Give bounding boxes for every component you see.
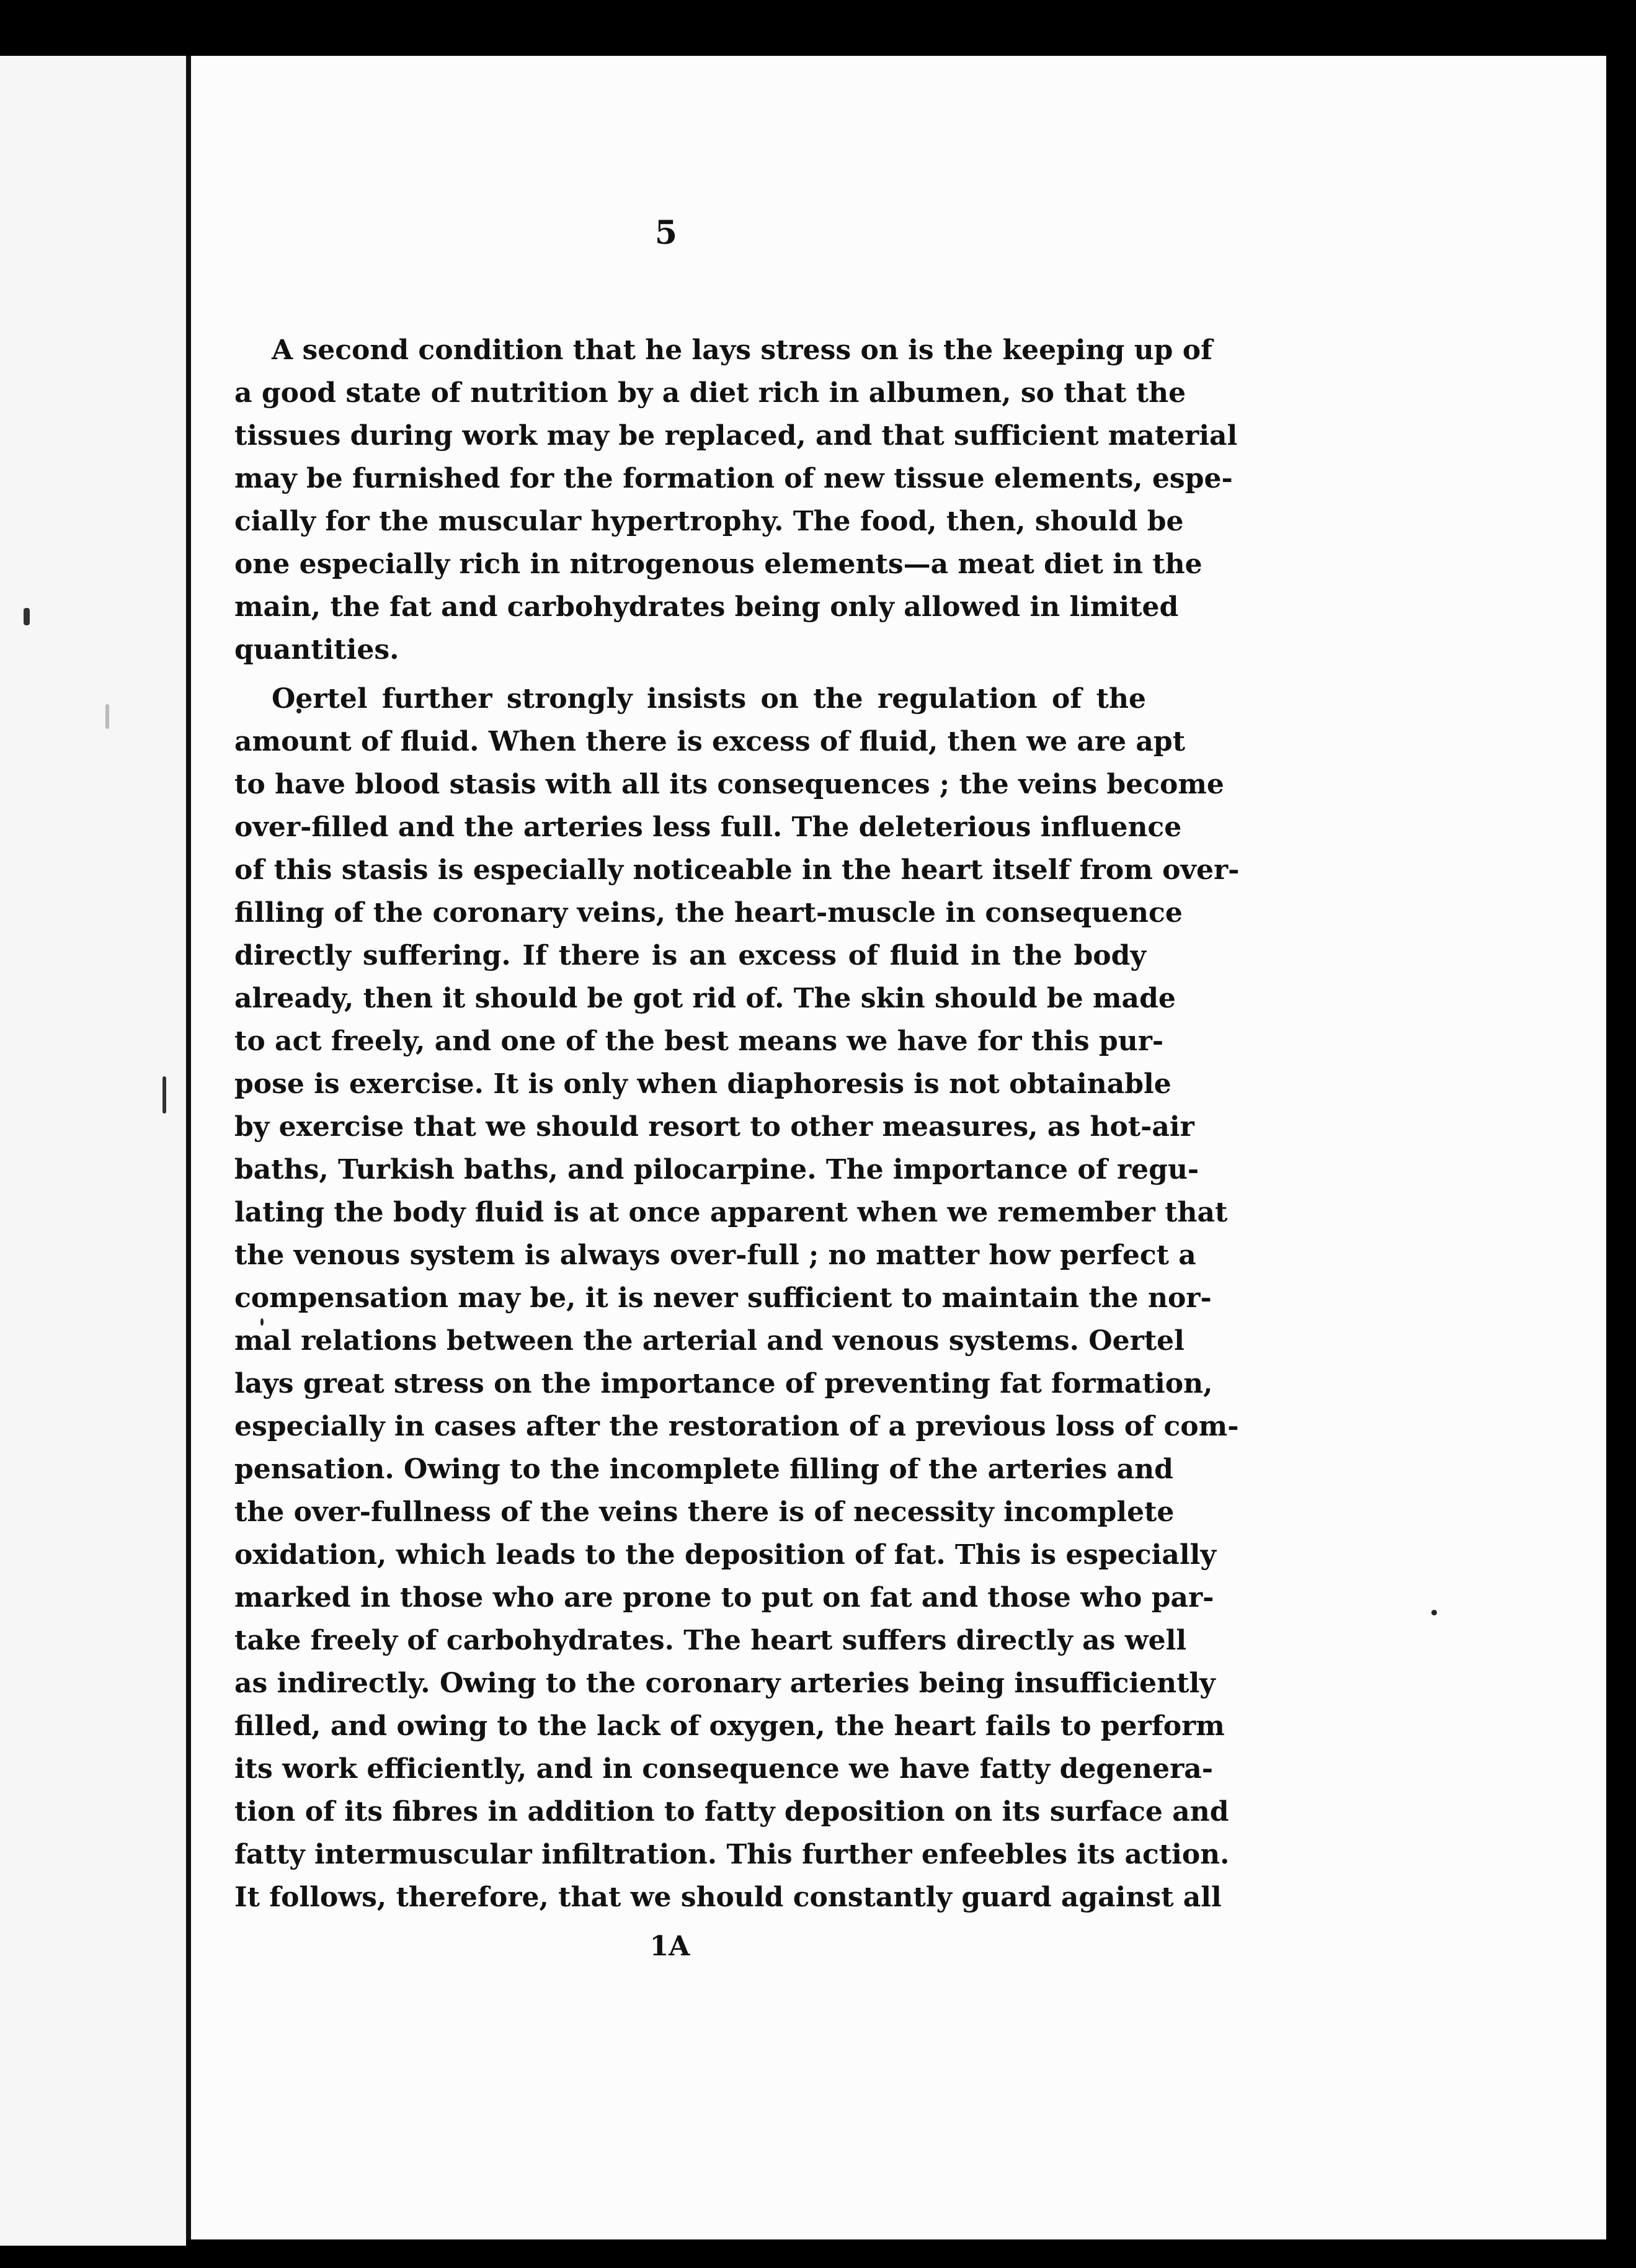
- text-line: as indirectly. Owing to the coronary arteries being insufficiently: [234, 1668, 1216, 1699]
- text-line: take freely of carbohydrates. The heart suffers directly as well: [234, 1625, 1187, 1656]
- text-line: cially for the muscular hypertrophy. The food, then, should be: [234, 506, 1184, 537]
- text-line: tion of its fibres in addition to fatty deposition on its surface and: [234, 1796, 1229, 1828]
- text-line: quantities.: [234, 634, 399, 666]
- text-line: It follows, therefore, that we should constantly guard against all: [234, 1882, 1222, 1913]
- text-line: amount of fluid. When there is excess of fluid, then we are apt: [234, 726, 1186, 757]
- page-body-text: [234, 329, 1240, 1919]
- text-line: the venous system is always over-full ; no matter how perfect a: [234, 1239, 1196, 1271]
- text-line: compensation may be, it is never sufficient to maintain the nor-: [234, 1282, 1212, 1314]
- text-line: to have blood stasis with all its consequences ; the veins become: [234, 769, 1224, 800]
- signature-mark: 1A: [649, 1931, 690, 1962]
- page-number: 5: [654, 214, 678, 252]
- text-line: Oertel further strongly insists on the regulation of the: [272, 683, 1146, 715]
- text-line: its work efficiently, and in consequence we have fatty degenera-: [234, 1753, 1214, 1785]
- text-line: mal relations between the arterial and venous systems. Oertel: [234, 1325, 1185, 1357]
- text-line: pose is exercise. It is only when diaphoresis is not obtainable: [234, 1068, 1171, 1100]
- text-line: tissues during work may be replaced, and that sufficient material: [234, 420, 1238, 452]
- ink-mark: [162, 1076, 166, 1114]
- text-line: pensation. Owing to the incomplete filling of the arteries and: [234, 1453, 1173, 1485]
- text-line: oxidation, which leads to the deposition of fat. This is especially: [234, 1539, 1216, 1571]
- paragraph-gap: [234, 671, 1146, 677]
- text-line: marked in those who are prone to put on fat and those who par-: [234, 1582, 1214, 1614]
- text-line: fatty intermuscular infiltration. This further enfeebles its action.: [234, 1839, 1230, 1870]
- text-line: filling of the coronary veins, the heart-muscle in consequence: [234, 897, 1183, 929]
- text-line: main, the fat and carbohydrates being only allowed in limited: [234, 591, 1179, 623]
- paragraph: [234, 329, 1238, 671]
- text-line: filled, and owing to the lack of oxygen, the heart fails to perform: [234, 1710, 1225, 1742]
- text-line: a good state of nutrition by a diet rich in albumen, so that the: [234, 377, 1186, 409]
- text-line: directly suffering. If there is an excess of fluid in the body: [234, 940, 1146, 971]
- text-line: baths, Turkish baths, and pilocarpine. The importance of regu-: [234, 1154, 1199, 1185]
- text-line: A second condition that he lays stress on is the keeping up of: [272, 334, 1212, 366]
- text-line: the over-fullness of the veins there is of necessity incomplete: [234, 1496, 1175, 1528]
- text-line: of this stasis is especially noticeable in the heart itself from over-: [234, 854, 1240, 886]
- facing-page-edge: [0, 56, 186, 2246]
- ink-mark: [24, 608, 30, 625]
- text-line: by exercise that we should resort to other measures, as hot-air: [234, 1111, 1194, 1143]
- paper-speck: [1431, 1610, 1437, 1615]
- ink-mark: [105, 704, 109, 729]
- text-line: especially in cases after the restoration of a previous loss of com-: [234, 1411, 1239, 1442]
- text-line: may be furnished for the formation of new tissue elements, espe-: [234, 463, 1233, 494]
- paragraph: [234, 677, 1240, 1919]
- text-line: one especially rich in nitrogenous elements—a meat diet in the: [234, 548, 1203, 580]
- text-line: lating the body fluid is at once apparent when we remember that: [234, 1197, 1228, 1228]
- text-line: already, then it should be got rid of. The skin should be made: [234, 983, 1176, 1014]
- text-line: lays great stress on the importance of preventing fat formation,: [234, 1368, 1213, 1400]
- text-line: over-filled and the arteries less full. The deleterious influence: [234, 811, 1182, 843]
- text-line: to act freely, and one of the best means we have for this pur-: [234, 1025, 1164, 1057]
